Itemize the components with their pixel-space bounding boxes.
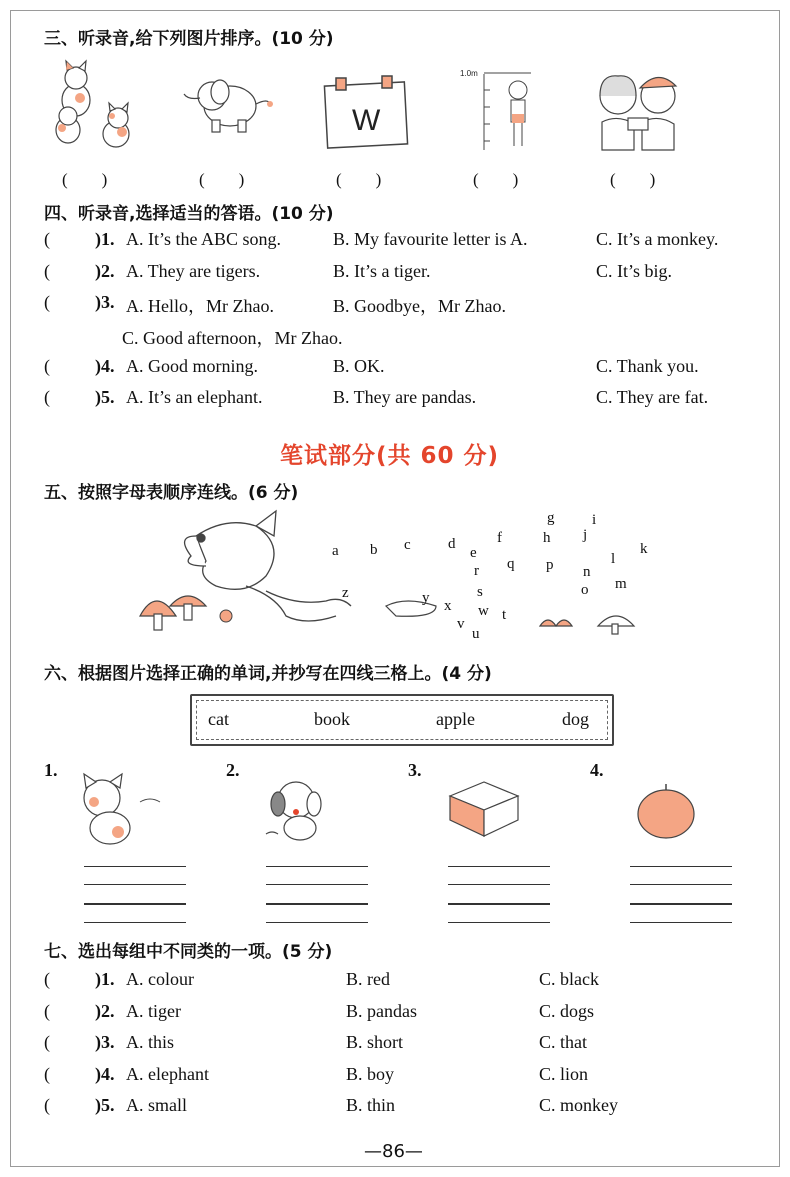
alphabet-letter[interactable]: c (404, 537, 411, 553)
alphabet-letter[interactable]: e (470, 545, 477, 561)
answer-paren[interactable]: ( (44, 229, 50, 249)
question-number: )1. (95, 229, 115, 249)
alphabet-letter[interactable]: x (444, 598, 452, 614)
alphabet-letter[interactable]: f (497, 530, 502, 546)
option-a: A. this (126, 1032, 175, 1052)
option-b: B. thin (346, 1095, 396, 1115)
answer-paren[interactable]: ( (44, 1032, 50, 1052)
answer-paren[interactable]: ( (44, 356, 50, 376)
option-b: B. pandas (346, 1001, 417, 1021)
answer-paren[interactable]: ( (44, 261, 50, 281)
kitten-picture (70, 772, 170, 848)
section5-heading: 五、按照字母表顺序连线。(6 分) (44, 483, 299, 503)
alphabet-letter[interactable]: w (478, 603, 489, 619)
section6-heading: 六、根据图片选择正确的单词,并抄写在四线三格上。(4 分) (44, 664, 492, 684)
option-a: A. tiger (126, 1001, 181, 1021)
option-b: B. They are pandas. (333, 387, 477, 407)
option-b: B. OK. (333, 356, 385, 376)
question-number: )3. (95, 1032, 115, 1052)
answer-blank-4[interactable]: ( ) (473, 170, 519, 189)
option-b: B. short (346, 1032, 404, 1052)
option-b: B. My favourite letter is A. (333, 229, 528, 249)
alphabet-letter[interactable]: p (546, 557, 554, 573)
answer-paren[interactable]: ( (44, 1001, 50, 1021)
friends-picture (588, 62, 688, 152)
alphabet-letter[interactable]: t (502, 607, 507, 623)
answer-paren[interactable]: ( (44, 1095, 50, 1115)
option-a: A. colour (126, 969, 194, 989)
section7-heading: 七、选出每组中不同类的一项。(5 分) (44, 942, 333, 962)
question-number: )4. (95, 356, 115, 376)
question-number: )5. (95, 1095, 115, 1115)
word-bank-word[interactable]: dog (562, 709, 589, 729)
elephant-picture (182, 68, 278, 140)
alphabet-letter[interactable]: j (583, 527, 588, 543)
option-c: C. monkey (539, 1095, 618, 1115)
item-number: 2. (226, 760, 240, 780)
word-bank-word[interactable]: apple (436, 709, 475, 729)
option-a: A. It’s an elephant. (126, 387, 263, 407)
alphabet-letter[interactable]: o (581, 582, 589, 598)
question-number: )3. (95, 292, 115, 312)
apple-picture (634, 782, 698, 840)
answer-paren[interactable]: ( (44, 1064, 50, 1084)
option-b: B. Goodbye，Mr Zhao. (333, 296, 506, 316)
question-number: )4. (95, 1064, 115, 1084)
item-number: 1. (44, 760, 58, 780)
answer-blank-5[interactable]: ( ) (610, 170, 656, 189)
answer-blank-2[interactable]: ( ) (199, 170, 245, 189)
answer-blank-1[interactable]: ( ) (62, 170, 108, 189)
alphabet-letter[interactable]: a (332, 543, 339, 559)
wolf-illustration (136, 506, 656, 646)
word-bank-word[interactable]: cat (208, 709, 229, 729)
option-c: C. black (539, 969, 599, 989)
height-mark-label: 1.0m (460, 69, 478, 78)
letter-w-board-picture (322, 70, 412, 152)
alphabet-letter[interactable]: r (474, 563, 479, 579)
option-c: C. dogs (539, 1001, 595, 1021)
section3-heading: 三、听录音,给下列图片排序。(10 分) (44, 29, 334, 49)
alphabet-letter[interactable]: l (611, 551, 616, 567)
alphabet-letter[interactable]: i (592, 512, 597, 528)
alphabet-letter[interactable]: k (640, 541, 648, 557)
word-bank-word[interactable]: book (314, 709, 350, 729)
option-c: C. that (539, 1032, 587, 1052)
alphabet-letter[interactable]: b (370, 542, 378, 558)
alphabet-letter[interactable]: d (448, 536, 456, 552)
height-chart-boy-picture (456, 62, 546, 154)
option-b: B. It’s a tiger. (333, 261, 431, 281)
section4-heading: 四、听录音,选择适当的答语。(10 分) (44, 204, 334, 224)
alphabet-letter[interactable]: q (507, 556, 515, 572)
alphabet-letter[interactable]: z (342, 585, 349, 601)
word-bank-inner-border (196, 700, 608, 740)
item-number: 3. (408, 760, 422, 780)
written-part-title: 笔试部分(共 60 分) (280, 443, 500, 469)
answer-paren[interactable]: ( (44, 387, 50, 407)
alphabet-letter[interactable]: u (472, 626, 480, 642)
page-number: —86— (364, 1141, 423, 1162)
alphabet-letter[interactable]: g (547, 510, 555, 526)
question-number: )1. (95, 969, 115, 989)
option-c: C. lion (539, 1064, 589, 1084)
option-a: A. It’s the ABC song. (126, 229, 282, 249)
option-a: A. Hello，Mr Zhao. (126, 296, 274, 316)
option-a: A. small (126, 1095, 187, 1115)
answer-paren[interactable]: ( (44, 292, 50, 312)
option-a: A. elephant (126, 1064, 209, 1084)
alphabet-letter[interactable]: n (583, 564, 591, 580)
option-c: C. Thank you. (596, 356, 699, 376)
alphabet-letter[interactable]: y (422, 590, 430, 606)
question-number: )5. (95, 387, 115, 407)
answer-blank-3[interactable]: ( ) (336, 170, 382, 189)
option-c: C. It’s big. (596, 261, 673, 281)
option-c: C. It’s a monkey. (596, 229, 719, 249)
alphabet-letter[interactable]: s (477, 584, 483, 600)
option-b: B. red (346, 969, 390, 989)
alphabet-letter[interactable]: v (457, 616, 465, 632)
cats-picture (46, 58, 146, 154)
option-a: A. Good morning. (126, 356, 258, 376)
option-b: B. boy (346, 1064, 395, 1084)
answer-paren[interactable]: ( (44, 969, 50, 989)
question-number: )2. (95, 1001, 115, 1021)
book-picture (444, 780, 524, 842)
word-bank (190, 694, 614, 746)
option-a: A. They are tigers. (126, 261, 261, 281)
puppy-picture (258, 774, 348, 846)
question-number: )2. (95, 261, 115, 281)
item-number: 4. (590, 760, 604, 780)
board-letter: W (352, 104, 381, 137)
option-c: C. They are fat. (596, 387, 709, 407)
alphabet-letter[interactable]: m (615, 576, 627, 592)
alphabet-letter[interactable]: h (543, 530, 551, 546)
option-c: C. Good afternoon，Mr Zhao. (122, 328, 343, 348)
